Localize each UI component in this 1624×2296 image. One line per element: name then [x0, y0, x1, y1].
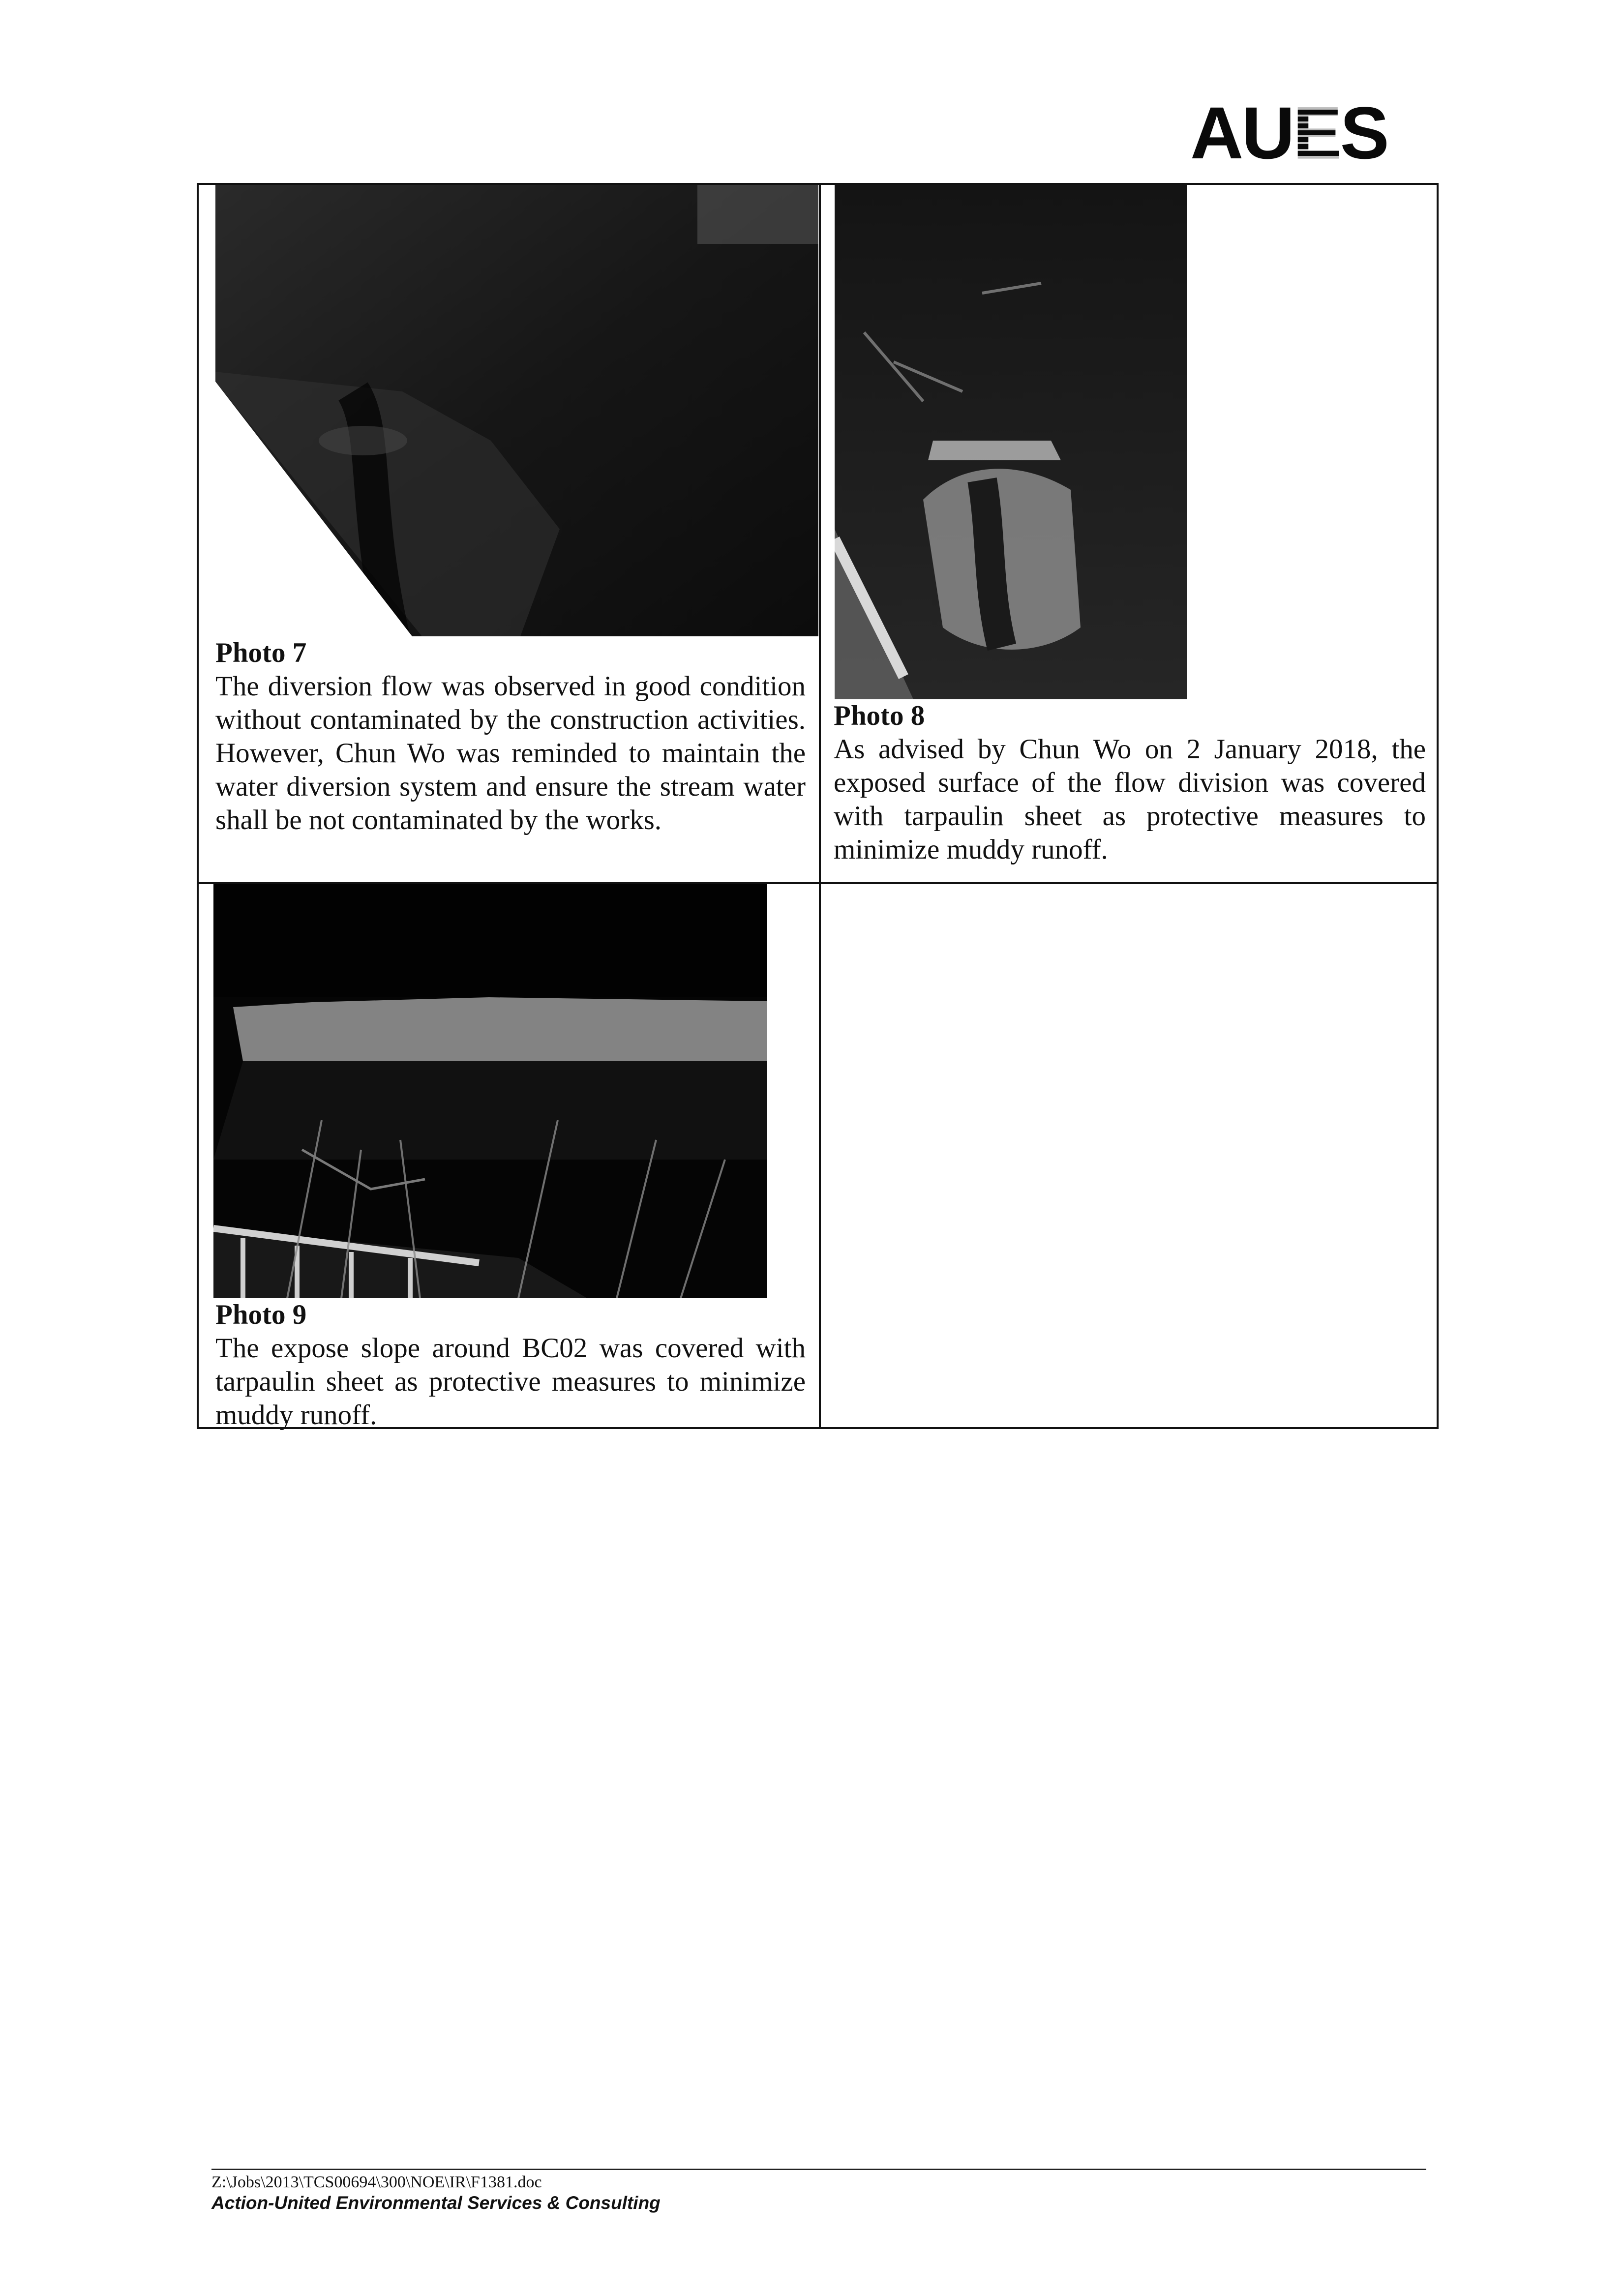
- footer-company-name: Action-United Environmental Services & Consulting: [211, 2193, 661, 2213]
- photo-9-label: Photo 9: [215, 1299, 307, 1330]
- photo-table: [197, 183, 1439, 1429]
- table-column-divider: [819, 185, 821, 1427]
- photo-7-label: Photo 7: [215, 637, 307, 668]
- company-logo: [1190, 91, 1421, 174]
- photo-7-image: [215, 185, 818, 636]
- photo-8-description: As advised by Chun Wo on 2 January 2018, the exposed surface of the flow division was covered with tarpaulin sheet as protective measures to minimize muddy runoff.: [834, 734, 1426, 865]
- photo-8-caption: [834, 699, 1426, 866]
- photo-7-caption: [215, 636, 806, 837]
- photo-7-description: The diversion flow was observed in good condition without contaminated by the construction activities. However, Chun Wo was reminded to maintain the water diversion system and ensure the stream water shall be not contaminated by the works.: [215, 671, 806, 835]
- photo-9-caption: [215, 1298, 806, 1432]
- photo-8-image: [835, 185, 1187, 699]
- logo-text: AUES: [1190, 91, 1387, 174]
- photo-8-label: Photo 8: [834, 700, 925, 731]
- photo-9-image: [213, 884, 767, 1298]
- footer-file-path: Z:\Jobs\2013\TCS00694\300\NOE\IR\F1381.doc: [211, 2173, 542, 2191]
- photo-9-description: The expose slope around BC02 was covered with tarpaulin sheet as protective measures to minimize muddy runoff.: [215, 1333, 806, 1431]
- footer-divider: [211, 2169, 1426, 2170]
